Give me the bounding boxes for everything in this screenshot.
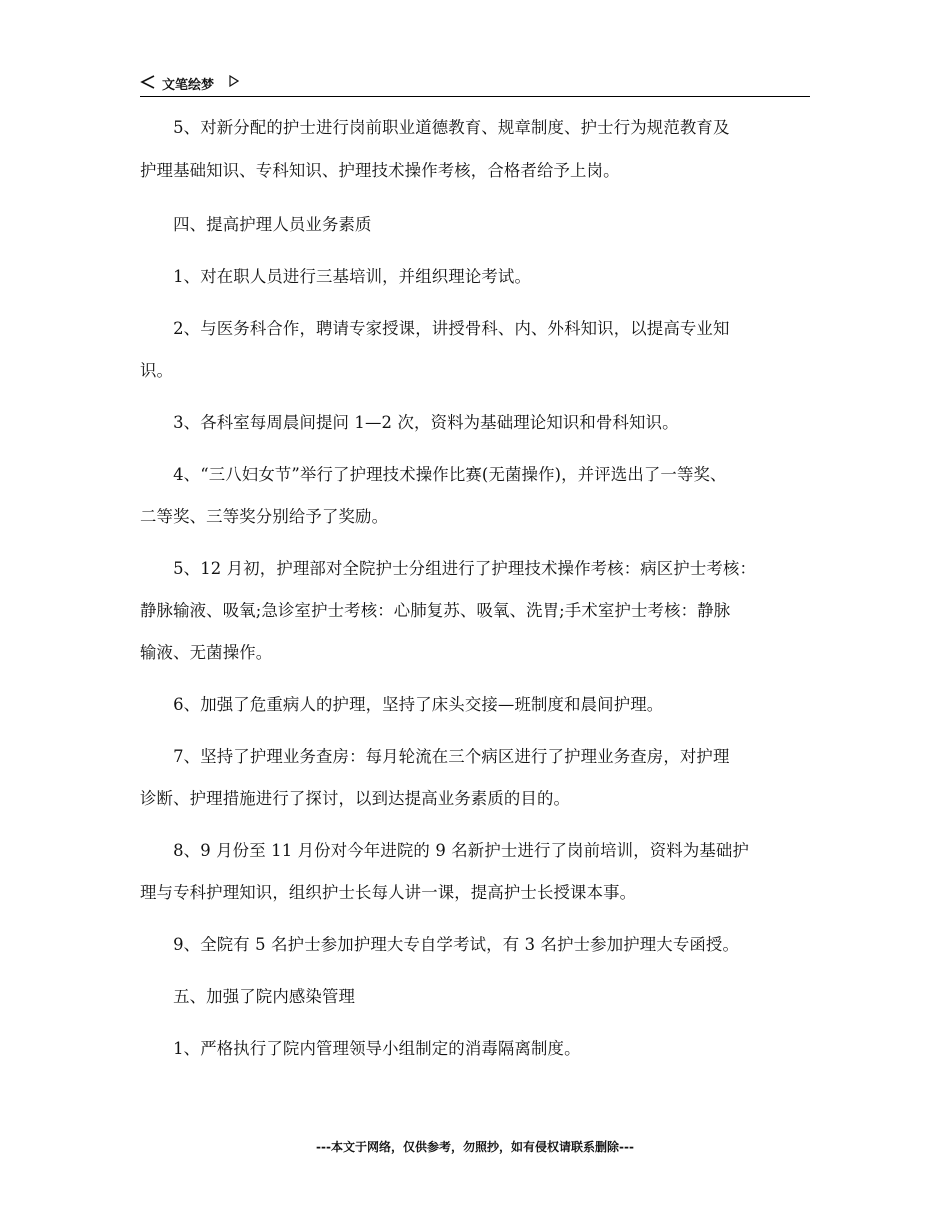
text-line: 9、全院有 5 名护士参加护理大专自学考试，有 3 名护士参加护理大专函授。 (140, 935, 740, 954)
right-triangle-icon (229, 75, 239, 87)
text-line: 3、各科室每周晨间提问 1—2 次，资料为基础理论知识和骨科知识。 (140, 413, 679, 432)
page-footer: ---本文于网络，仅供参考，勿照抄，如有侵权请联系删除--- (316, 1140, 634, 1154)
text-line: 识。 (140, 361, 174, 380)
section-heading: 四、提高护理人员业务素质 (140, 215, 372, 234)
text-line: 6、加强了危重病人的护理，坚持了床头交接—班制度和晨间护理。 (140, 695, 664, 714)
text-line: 静脉输液、吸氧;急诊室护士考核：心肺复苏、吸氧、洗胃;手术室护士考核：静脉 (140, 601, 731, 620)
text-line: 诊断、护理措施进行了探讨，以到达提高业务素质的目的。 (140, 789, 571, 808)
header-brand: 文笔绘梦 (162, 78, 215, 93)
page-header (140, 70, 810, 97)
text-line: 输液、无菌操作。 (140, 643, 273, 662)
text-line: 5、12 月初，护理部对全院护士分组进行了护理技术操作考核：病区护士考核： (140, 559, 757, 578)
text-line: 8、9 月份至 11 月份对今年进院的 9 名新护士进行了岗前培训，资料为基础护 (140, 841, 749, 860)
text-line: 护理基础知识、专科知识、护理技术操作考核，合格者给予上岗。 (140, 161, 620, 180)
text-line: 二等奖、三等奖分别给予了奖励。 (140, 507, 389, 526)
section-heading: 五、加强了院内感染管理 (140, 987, 356, 1006)
text-line: 1、严格执行了院内管理领导小组制定的消毒隔离制度。 (140, 1039, 581, 1058)
text-line: 1、对在职人员进行三基培训，并组织理论考试。 (140, 267, 532, 286)
text-line: 2、与医务科合作，聘请专家授课，讲授骨科、内、外科知识，以提高专业知 (140, 319, 730, 338)
left-triangle-icon (140, 74, 156, 90)
text-line: 5、对新分配的护士进行岗前职业道德教育、规章制度、护士行为规范教育及 (140, 118, 730, 137)
text-line: 4、“三八妇女节”举行了护理技术操作比赛(无菌操作)，并评选出了一等奖、 (140, 465, 727, 484)
text-line: 理与专科护理知识，组织护士长每人讲一课，提高护士长授课本事。 (140, 883, 637, 902)
text-line: 7、坚持了护理业务查房：每月轮流在三个病区进行了护理业务查房，对护理 (140, 747, 730, 766)
